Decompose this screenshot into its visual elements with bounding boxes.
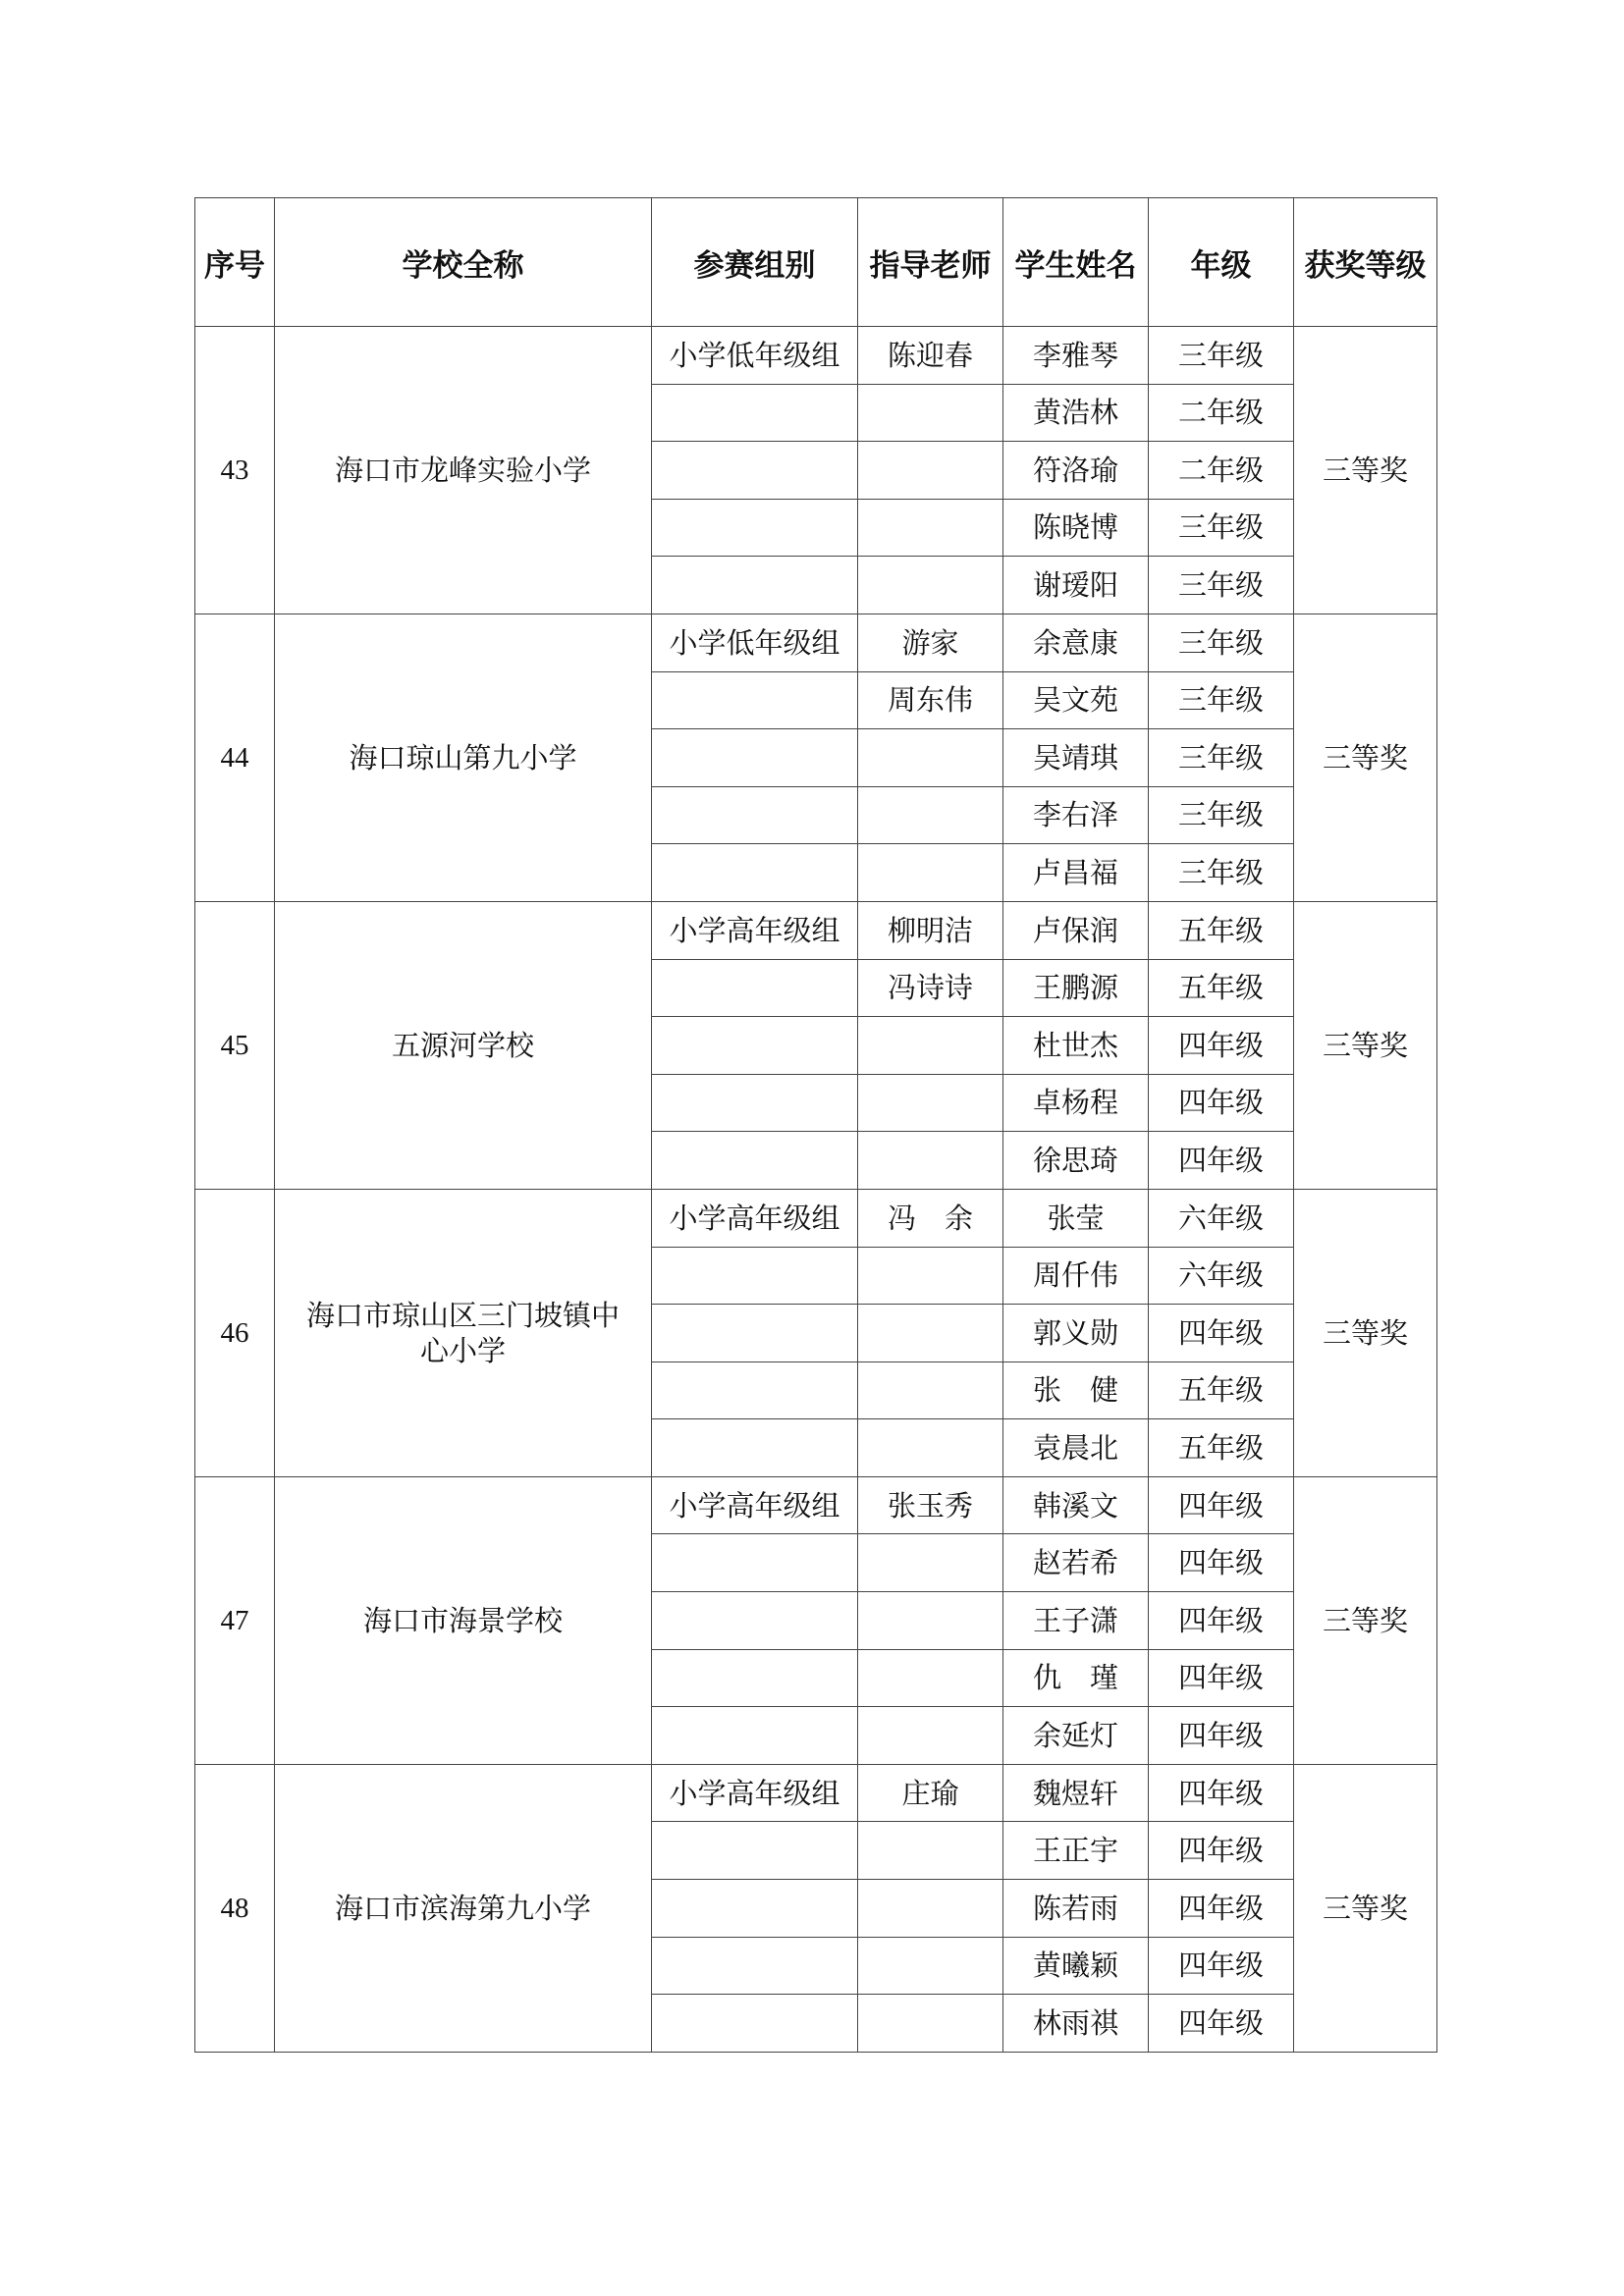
table-body xyxy=(195,327,1437,2053)
group-cell xyxy=(652,1419,858,1477)
grade-cell: 三年级 xyxy=(1149,844,1294,902)
teacher-cell xyxy=(858,1995,1003,2053)
header-group: 参赛组别 xyxy=(652,198,858,327)
teacher-cell xyxy=(858,1247,1003,1305)
teacher-cell xyxy=(858,442,1003,500)
grade-cell: 三年级 xyxy=(1149,729,1294,787)
teacher-cell xyxy=(858,844,1003,902)
teacher-cell: 周东伟 xyxy=(858,671,1003,729)
header-teacher: 指导老师 xyxy=(858,198,1003,327)
award-level-cell: 三等奖 xyxy=(1294,901,1437,1189)
group-cell xyxy=(652,1880,858,1938)
group-cell xyxy=(652,959,858,1017)
grade-cell: 四年级 xyxy=(1149,1707,1294,1765)
student-name-cell: 卢昌福 xyxy=(1003,844,1149,902)
grade-cell: 四年级 xyxy=(1149,1592,1294,1650)
student-name-cell: 魏煜轩 xyxy=(1003,1764,1149,1822)
grade-cell: 五年级 xyxy=(1149,1362,1294,1419)
grade-cell: 五年级 xyxy=(1149,901,1294,959)
teacher-cell: 冯 余 xyxy=(858,1189,1003,1247)
grade-cell: 三年级 xyxy=(1149,557,1294,614)
student-name-cell: 卢保润 xyxy=(1003,901,1149,959)
group-cell xyxy=(652,1707,858,1765)
teacher-cell: 冯诗诗 xyxy=(858,959,1003,1017)
teacher-cell xyxy=(858,1937,1003,1995)
grade-cell: 三年级 xyxy=(1149,786,1294,844)
grade-cell: 四年级 xyxy=(1149,1476,1294,1534)
seq-cell: 44 xyxy=(195,614,275,901)
award-level-cell: 三等奖 xyxy=(1294,1189,1437,1476)
school-name-cell: 五源河学校 xyxy=(275,901,652,1189)
grade-cell: 二年级 xyxy=(1149,442,1294,500)
group-cell: 小学高年级组 xyxy=(652,901,858,959)
teacher-cell xyxy=(858,499,1003,557)
group-cell: 小学高年级组 xyxy=(652,1764,858,1822)
student-name-cell: 卓杨程 xyxy=(1003,1074,1149,1132)
teacher-cell xyxy=(858,1074,1003,1132)
student-name-cell: 袁晨北 xyxy=(1003,1419,1149,1477)
group-cell xyxy=(652,1132,858,1190)
group-cell xyxy=(652,1074,858,1132)
grade-cell: 四年级 xyxy=(1149,1074,1294,1132)
seq-cell: 47 xyxy=(195,1476,275,1764)
grade-cell: 四年级 xyxy=(1149,1937,1294,1995)
school-name-cell: 海口市龙峰实验小学 xyxy=(275,327,652,614)
group-cell xyxy=(652,499,858,557)
teacher-cell: 张玉秀 xyxy=(858,1476,1003,1534)
school-name-cell: 海口市海景学校 xyxy=(275,1476,652,1764)
grade-cell: 二年级 xyxy=(1149,384,1294,442)
header-award: 获奖等级 xyxy=(1294,198,1437,327)
group-cell xyxy=(652,442,858,500)
group-cell xyxy=(652,1592,858,1650)
student-name-cell: 徐思琦 xyxy=(1003,1132,1149,1190)
group-cell xyxy=(652,557,858,614)
grade-cell: 四年级 xyxy=(1149,1822,1294,1880)
seq-cell: 45 xyxy=(195,901,275,1189)
header-student: 学生姓名 xyxy=(1003,198,1149,327)
teacher-cell xyxy=(858,1017,1003,1075)
grade-cell: 四年级 xyxy=(1149,1132,1294,1190)
table-row xyxy=(195,1764,1437,1822)
group-cell xyxy=(652,1305,858,1362)
header-school: 学校全称 xyxy=(275,198,652,327)
grade-cell: 三年级 xyxy=(1149,671,1294,729)
group-cell: 小学高年级组 xyxy=(652,1189,858,1247)
group-cell xyxy=(652,671,858,729)
group-cell xyxy=(652,1362,858,1419)
grade-cell: 五年级 xyxy=(1149,959,1294,1017)
teacher-cell: 陈迎春 xyxy=(858,327,1003,385)
grade-cell: 四年级 xyxy=(1149,1305,1294,1362)
header-seq: 序号 xyxy=(195,198,275,327)
grade-cell: 六年级 xyxy=(1149,1189,1294,1247)
group-cell xyxy=(652,786,858,844)
teacher-cell xyxy=(858,1707,1003,1765)
award-level-cell: 三等奖 xyxy=(1294,1476,1437,1764)
grade-cell: 三年级 xyxy=(1149,327,1294,385)
teacher-cell: 庄瑜 xyxy=(858,1764,1003,1822)
award-table xyxy=(194,197,1437,2053)
student-name-cell: 郭义勋 xyxy=(1003,1305,1149,1362)
student-name-cell: 李右泽 xyxy=(1003,786,1149,844)
student-name-cell: 张莹 xyxy=(1003,1189,1149,1247)
student-name-cell: 赵若希 xyxy=(1003,1534,1149,1592)
group-cell xyxy=(652,1247,858,1305)
student-name-cell: 李雅琴 xyxy=(1003,327,1149,385)
school-name-cell: 海口琼山第九小学 xyxy=(275,614,652,901)
award-level-cell: 三等奖 xyxy=(1294,1764,1437,2052)
teacher-cell xyxy=(858,1419,1003,1477)
award-level-cell: 三等奖 xyxy=(1294,327,1437,614)
seq-cell: 48 xyxy=(195,1764,275,2052)
teacher-cell: 柳明洁 xyxy=(858,901,1003,959)
student-name-cell: 王子潇 xyxy=(1003,1592,1149,1650)
seq-cell: 43 xyxy=(195,327,275,614)
teacher-cell xyxy=(858,1362,1003,1419)
student-name-cell: 吴文苑 xyxy=(1003,671,1149,729)
table-row xyxy=(195,1476,1437,1534)
student-name-cell: 余意康 xyxy=(1003,614,1149,671)
group-cell xyxy=(652,729,858,787)
student-name-cell: 黄浩林 xyxy=(1003,384,1149,442)
student-name-cell: 周仟伟 xyxy=(1003,1247,1149,1305)
teacher-cell xyxy=(858,1592,1003,1650)
student-name-cell: 黄曦颖 xyxy=(1003,1937,1149,1995)
student-name-cell: 符洛瑜 xyxy=(1003,442,1149,500)
student-name-cell: 韩溪文 xyxy=(1003,1476,1149,1534)
award-level-cell: 三等奖 xyxy=(1294,614,1437,901)
seq-cell: 46 xyxy=(195,1189,275,1476)
grade-cell: 四年级 xyxy=(1149,1764,1294,1822)
student-name-cell: 余延灯 xyxy=(1003,1707,1149,1765)
student-name-cell: 王正宇 xyxy=(1003,1822,1149,1880)
group-cell: 小学高年级组 xyxy=(652,1476,858,1534)
teacher-cell xyxy=(858,1822,1003,1880)
teacher-cell xyxy=(858,1132,1003,1190)
group-cell xyxy=(652,1937,858,1995)
student-name-cell: 林雨祺 xyxy=(1003,1995,1149,2053)
grade-cell: 六年级 xyxy=(1149,1247,1294,1305)
student-name-cell: 仇 瑾 xyxy=(1003,1649,1149,1707)
student-name-cell: 陈若雨 xyxy=(1003,1880,1149,1938)
group-cell xyxy=(652,1017,858,1075)
teacher-cell: 游家 xyxy=(858,614,1003,671)
grade-cell: 四年级 xyxy=(1149,1017,1294,1075)
grade-cell: 四年级 xyxy=(1149,1880,1294,1938)
table-row xyxy=(195,614,1437,671)
header-grade: 年级 xyxy=(1149,198,1294,327)
table-row xyxy=(195,327,1437,385)
grade-cell: 四年级 xyxy=(1149,1995,1294,2053)
student-name-cell: 陈晓博 xyxy=(1003,499,1149,557)
group-cell xyxy=(652,1995,858,2053)
group-cell xyxy=(652,844,858,902)
teacher-cell xyxy=(858,557,1003,614)
student-name-cell: 张 健 xyxy=(1003,1362,1149,1419)
school-name-cell: 海口市滨海第九小学 xyxy=(275,1764,652,2052)
student-name-cell: 杜世杰 xyxy=(1003,1017,1149,1075)
teacher-cell xyxy=(858,384,1003,442)
grade-cell: 五年级 xyxy=(1149,1419,1294,1477)
grade-cell: 三年级 xyxy=(1149,499,1294,557)
group-cell: 小学低年级组 xyxy=(652,614,858,671)
grade-cell: 四年级 xyxy=(1149,1534,1294,1592)
student-name-cell: 吴靖琪 xyxy=(1003,729,1149,787)
teacher-cell xyxy=(858,1534,1003,1592)
group-cell xyxy=(652,384,858,442)
teacher-cell xyxy=(858,786,1003,844)
teacher-cell xyxy=(858,729,1003,787)
school-name-cell: 海口市琼山区三门坡镇中心小学 xyxy=(275,1189,652,1476)
teacher-cell xyxy=(858,1880,1003,1938)
table-header xyxy=(195,198,1437,327)
teacher-cell xyxy=(858,1649,1003,1707)
grade-cell: 三年级 xyxy=(1149,614,1294,671)
group-cell xyxy=(652,1534,858,1592)
table-row xyxy=(195,1189,1437,1247)
student-name-cell: 王鹏源 xyxy=(1003,959,1149,1017)
student-name-cell: 谢瑷阳 xyxy=(1003,557,1149,614)
table-row xyxy=(195,901,1437,959)
group-cell xyxy=(652,1649,858,1707)
teacher-cell xyxy=(858,1305,1003,1362)
header-row xyxy=(195,198,1437,327)
group-cell xyxy=(652,1822,858,1880)
grade-cell: 四年级 xyxy=(1149,1649,1294,1707)
group-cell: 小学低年级组 xyxy=(652,327,858,385)
